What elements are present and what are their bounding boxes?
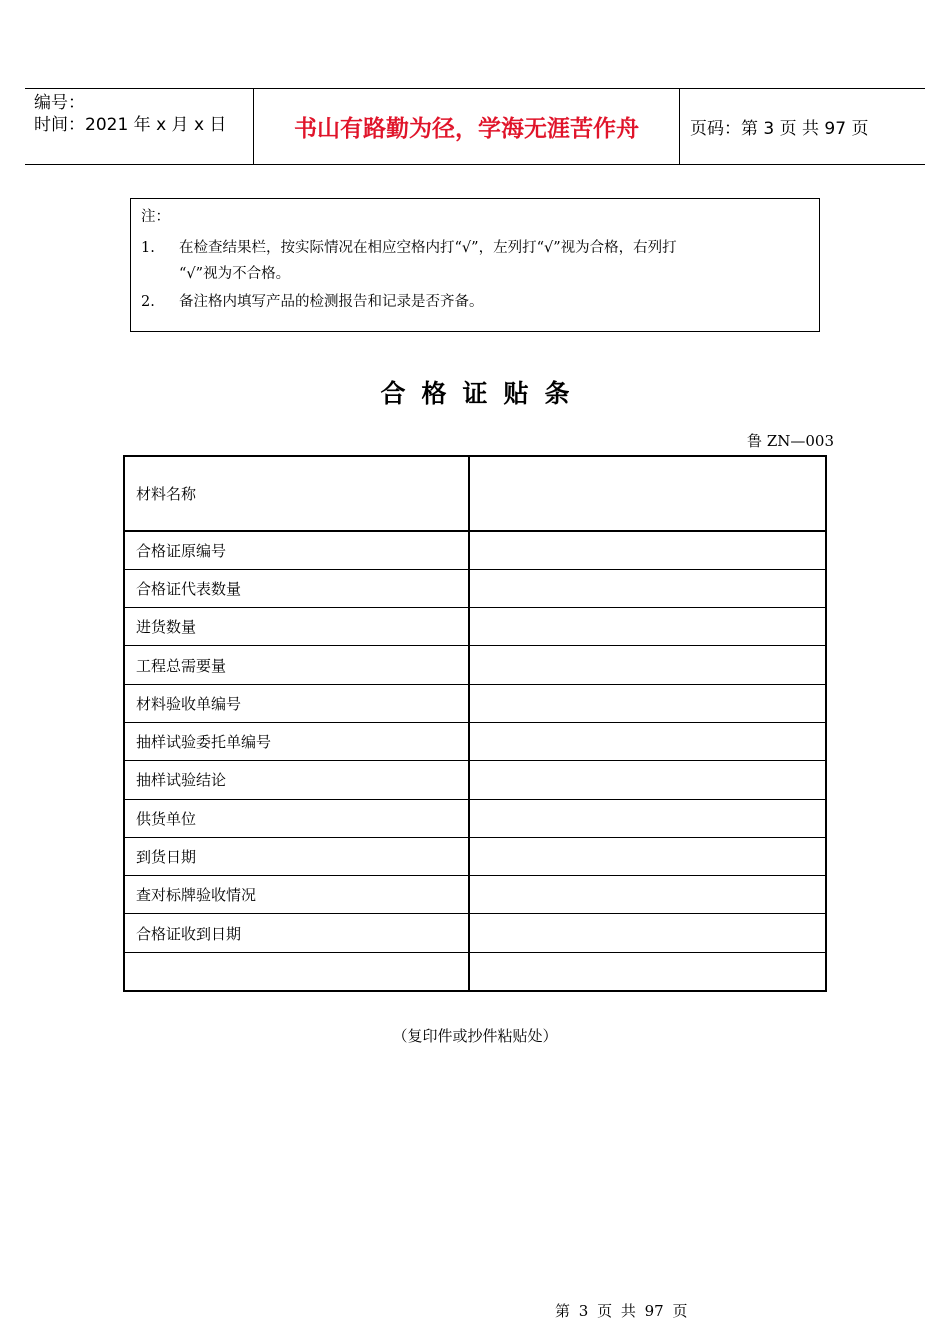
form-code: 鲁 ZN—003 (747, 432, 834, 450)
table-row (124, 761, 826, 799)
row-label: 到货日期 (124, 837, 469, 875)
row-value-cell[interactable] (469, 837, 826, 875)
row-label[interactable] (124, 952, 469, 990)
row-value-cell[interactable] (469, 608, 826, 646)
code-label: 编号： (34, 93, 85, 113)
table-row (124, 799, 826, 837)
table-row (124, 531, 826, 569)
row-value-cell[interactable] (469, 761, 826, 799)
note-item (141, 233, 807, 264)
note-item-number: 2. (141, 294, 155, 310)
row-label: 查对标牌验收情况 (124, 876, 469, 914)
row-value-cell[interactable] (469, 684, 826, 722)
certificate-form-table (123, 455, 827, 992)
table-row (124, 722, 826, 760)
table-row (124, 876, 826, 914)
row-label: 供货单位 (124, 799, 469, 837)
table-row (124, 952, 826, 990)
table-row (124, 646, 826, 684)
row-label: 合格证收到日期 (124, 914, 469, 952)
row-label: 进货数量 (124, 608, 469, 646)
table-row (124, 608, 826, 646)
table-row (124, 684, 826, 722)
table-row (124, 569, 826, 607)
paste-note: （复印件或抄件粘贴处） (392, 1027, 558, 1045)
row-label: 材料名称 (124, 456, 469, 531)
row-value-cell[interactable] (469, 531, 826, 569)
row-value-cell[interactable] (469, 456, 826, 531)
row-label: 抽样试验结论 (124, 761, 469, 799)
time-label: 时间：2021 年 x 月 x 日 (34, 115, 227, 135)
footer-page-number: 第 3 页 共 97 页 (555, 1302, 688, 1320)
row-label: 抽样试验委托单编号 (124, 722, 469, 760)
note-item-number: 1. (141, 240, 155, 256)
header-page-label: 页码：第 3 页 共 97 页 (690, 119, 869, 139)
note-title: 注： (141, 209, 170, 225)
row-value-cell[interactable] (469, 646, 826, 684)
header-meta (25, 89, 254, 164)
note-item-text: 备注格内填写产品的检测报告和记录是否齐备。 (179, 294, 484, 310)
row-value-cell[interactable] (469, 569, 826, 607)
row-value-cell[interactable] (469, 914, 826, 952)
form-title: 合格证贴条 (380, 379, 586, 408)
table-row (124, 914, 826, 952)
row-label: 工程总需要量 (124, 646, 469, 684)
row-value-cell[interactable] (469, 952, 826, 990)
row-label: 合格证代表数量 (124, 569, 469, 607)
row-value-cell[interactable] (469, 722, 826, 760)
note-item-text: 在检查结果栏，按实际情况在相应空格内打“√”，左列打“√”视为合格，右列打 (179, 240, 677, 256)
row-label: 材料验收单编号 (124, 684, 469, 722)
table-row (124, 837, 826, 875)
header-motto: 书山有路勤为径，学海无涯苦作舟 (254, 89, 680, 164)
note-item-continuation: “√”视为不合格。 (179, 266, 291, 282)
note-item (141, 287, 807, 318)
row-value-cell[interactable] (469, 799, 826, 837)
row-value-cell[interactable] (469, 876, 826, 914)
row-label: 合格证原编号 (124, 531, 469, 569)
page-header (25, 88, 925, 165)
table-row (124, 456, 826, 531)
note-box (130, 198, 820, 332)
